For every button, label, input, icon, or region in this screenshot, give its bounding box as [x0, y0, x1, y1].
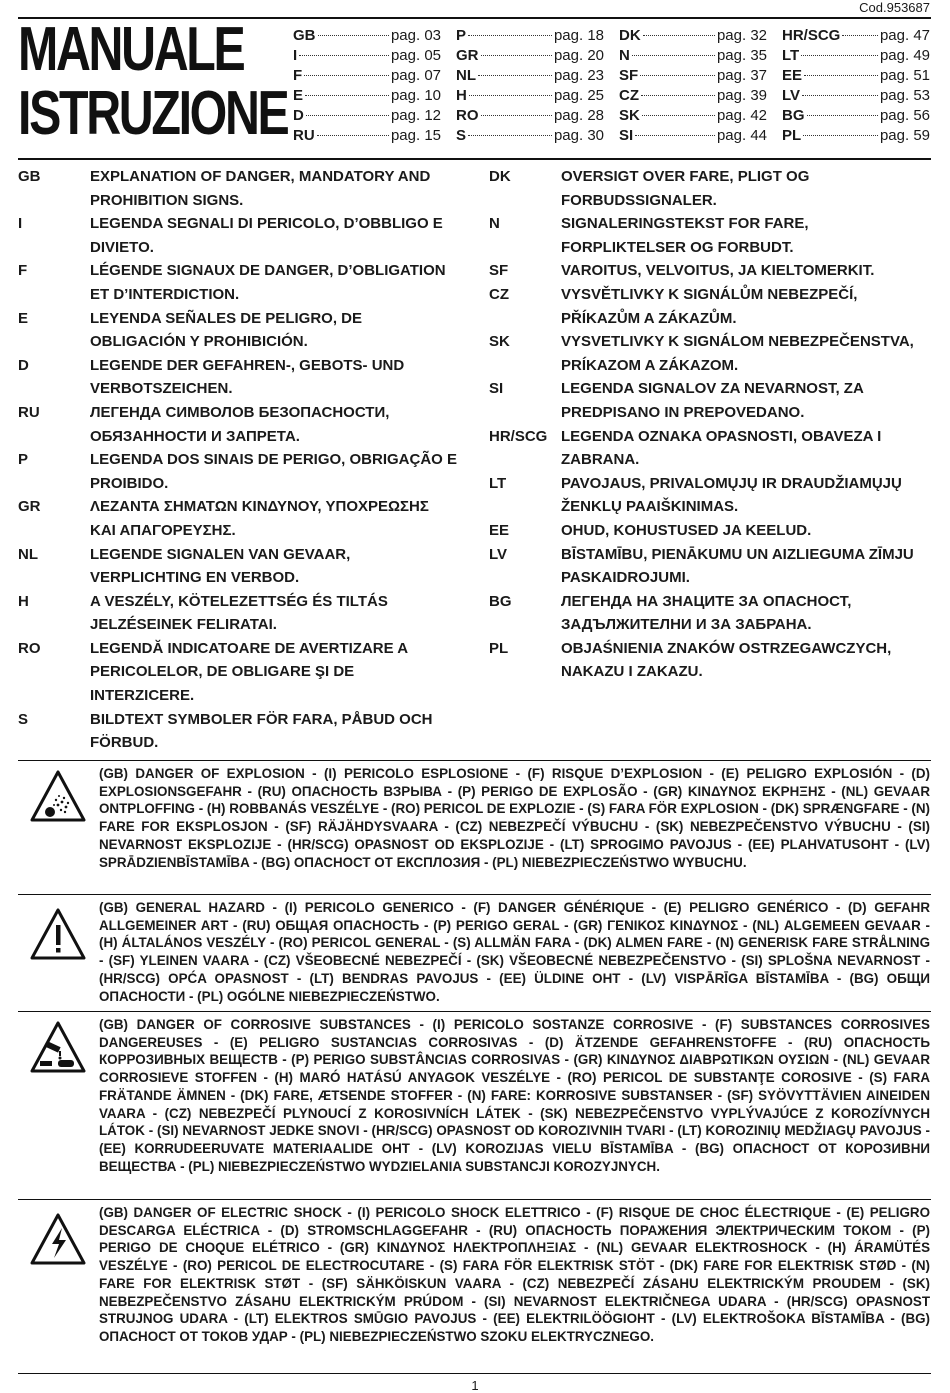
warning-corrosive [18, 1016, 931, 1194]
index-leader-dots [481, 55, 552, 56]
index-leader-dots [469, 95, 552, 96]
index-entry [293, 127, 441, 147]
index-entry [782, 47, 930, 67]
legend-entry [18, 165, 458, 212]
index-page-ref: pag. 53 [879, 87, 930, 104]
legend-text: EXPLANATION OF DANGER, MANDATORY AND PROHIBITION SIGNS. [90, 168, 431, 209]
index-leader-dots [643, 35, 715, 36]
legend-text: OHUD, KOHUSTUSED JA KEELUD. [561, 521, 812, 539]
legend-text: LEGENDA OZNAKA OPASNOSTI, OBAVEZA I ZABRANA. [561, 427, 882, 469]
index-page-ref: pag. 15 [390, 127, 441, 144]
index-language-code: PL [782, 127, 802, 144]
index-page-ref: pag. 44 [716, 127, 767, 144]
index-leader-dots [807, 115, 878, 116]
index-entry [456, 27, 604, 47]
index-language-code: BG [782, 107, 805, 124]
warning-electric-shock [18, 1204, 931, 1369]
warning-general-hazard [18, 899, 931, 1009]
index-entry [293, 87, 441, 107]
legend-entry [489, 637, 929, 684]
legend-entry [489, 519, 929, 543]
index-language-code: F [293, 67, 303, 84]
index-entry [619, 107, 767, 127]
legend-language-code: RO [18, 639, 41, 657]
electric-shock-icon [28, 1210, 88, 1270]
legend-language-code: GR [18, 498, 41, 516]
legend-text: OVERSIGT OVER FARE, PLIGT OG FORBUDSSIGNALER. [561, 168, 810, 209]
section-rule [18, 1011, 931, 1012]
legend-language-code: LV [489, 545, 508, 563]
index-page-ref: pag. 32 [716, 27, 767, 44]
legend-entry [489, 590, 929, 637]
legend-language-code: HR/SCG [489, 427, 548, 445]
legend-text: LEGENDĂ INDICATOARE DE AVERTIZARE A PERICOLELOR, DE OBLIGARE ŞI DE INTERZICERE. [90, 639, 408, 705]
index-page-ref: pag. 39 [716, 87, 767, 104]
index-leader-dots [803, 135, 878, 136]
legend-language-code: GB [18, 168, 41, 185]
legend-language-code: SK [489, 333, 510, 351]
index-entry [456, 127, 604, 147]
legend-entry [489, 377, 929, 424]
legend-entry [18, 259, 458, 306]
index-leader-dots [804, 75, 878, 76]
document-code: Cod.953687 [859, 0, 930, 15]
legend-language-code: PL [489, 639, 509, 657]
legend-entry [18, 354, 458, 401]
index-language-code: GR [456, 47, 479, 64]
legend-entry [489, 259, 929, 283]
index-leader-dots [306, 115, 389, 116]
warning-explosion [18, 765, 931, 890]
legend-text: VAROITUS, VELVOITUS, JA KIELTOMERKIT. [561, 262, 875, 280]
legend-entry [18, 212, 458, 259]
index-leader-dots [801, 55, 878, 56]
legend-text: BĪSTAMĪBU, PIENĀKUMU UN AIZLIEGUMA ZĪMJU PASKAIDROJUMI. [561, 545, 914, 587]
legend-language-code: S [18, 710, 29, 728]
legend-entry [489, 543, 929, 590]
title-line-2: ISTRUZIONE [18, 79, 288, 148]
legend-text: LÉGENDE SIGNAUX DE DANGER, D’OBLIGATION ET D’INTERDICTION. [90, 262, 446, 303]
legend-language-code: F [18, 262, 28, 280]
index-language-code: HR/SCG [782, 27, 841, 44]
legend-language-code: SI [489, 380, 504, 398]
index-language-code: EE [782, 67, 803, 84]
legend-entry [489, 283, 929, 330]
legend-text: SIGNALERINGSTEKST FOR FARE, FORPLIKTELSER OG FORBUDT. [561, 215, 809, 256]
index-column [782, 27, 930, 147]
index-rule [18, 158, 931, 160]
index-leader-dots [468, 35, 552, 36]
index-page-ref: pag. 35 [716, 47, 767, 64]
legend-entry [489, 472, 929, 519]
index-leader-dots [318, 35, 389, 36]
legend-entry [489, 425, 929, 472]
legend-entry [489, 330, 929, 377]
legend-text: VYSVETLIVKY K SIGNÁLOM NEBEZPEČENSTVA, PRÍKAZOM A ZÁKAZOM. [561, 333, 914, 374]
index-language-code: LV [782, 87, 801, 104]
index-leader-dots [641, 95, 715, 96]
index-entry [293, 47, 441, 67]
index-entry [619, 47, 767, 67]
legend-entry [489, 212, 929, 259]
index-page-ref: pag. 30 [553, 127, 604, 144]
legend-text: BILDTEXT SYMBOLER FÖR FARA, PÅBUD OCH FÖRBUD. [90, 710, 433, 752]
general-hazard-icon [28, 905, 88, 965]
warning-text: (GB) DANGER OF EXPLOSION - (I) PERICOLO ESPLOSIONE - (F) RISQUE D’EXPLOSION - (E) PELIGRO EXPLOSIÓN - (D) EXPLOSIONSGEFAHR - (RU) ОПАСНОСТЬ ВЗРЫВА - (P) PERIGO DE EXPLOSÃO - (GR) ΚΙΝΔΥΝΟΣ ΕΚΡΗΞΗΣ - (NL) GEVAAR ONTPLOFFING - (H) ROBBANÁS VESZÉLYE - (RO) PERICOL DE EXPLOZIE - (S) FARA FÖR EXPLOSION - (DK) SPRÆNGFARE - (N) FARE FOR EKSPLOSJON - (SF) RÄJÄHDYSVAARA - (CZ) NEBEZPEČÍ VÝBUCHU - (SK) NEBEZPEČENSTVO VÝBUCHU - (SI) NEVARNOST EKSPLOZIJE - (HR/SCG) OPASNOST OD EKSPLOZIJE - (LT) SPROGIMO PAVOJUS - (EE) PLAHVATUSOHT - (LV) SPRĀDZIENBĪSTAMĪBA - (BG) ОПАСНОСТ ОТ ЕКСПЛОЗИЯ - (PL) NIEBEZPIECZEŃSTWO WYBUCHU. [99, 766, 930, 870]
index-language-code: SF [619, 67, 639, 84]
index-page-ref: pag. 47 [879, 27, 930, 44]
index-page-ref: pag. 20 [553, 47, 604, 64]
index-page-ref: pag. 18 [553, 27, 604, 44]
legend-language-code: H [18, 592, 29, 610]
explosion-icon [28, 767, 88, 827]
index-leader-dots [802, 95, 878, 96]
legend-text: ЛЕГЕНДА НА ЗНАЦИТЕ ЗА ОПАСНОСТ, ЗАДЪЛЖИТЕЛНИ И ЗА ЗАБРАНА. [561, 592, 852, 634]
index-entry [293, 107, 441, 127]
index-leader-dots [632, 55, 715, 56]
legend-language-code: NL [18, 545, 38, 563]
index-entry [456, 87, 604, 107]
legend-text: PAVOJAUS, PRIVALOMŲJŲ IR DRAUDŽIAMŲJŲ ŽENKLŲ PAAIŠKINIMAS. [561, 474, 902, 516]
legend-entry [18, 307, 458, 354]
index-entry [782, 127, 930, 147]
index-page-ref: pag. 07 [390, 67, 441, 84]
index-page-ref: pag. 12 [390, 107, 441, 124]
index-language-code: SI [619, 127, 634, 144]
index-leader-dots [842, 35, 878, 36]
index-column [293, 27, 441, 147]
warning-text: (GB) DANGER OF CORROSIVE SUBSTANCES - (I) PERICOLO SOSTANZE CORROSIVE - (F) SUBSTANCES CORROSIVES DANGEREUSES - (E) PELIGRO SUSTANCIAS CORROSIVAS - (D) ÄTZENDE GEFAHRENSTOFFE - (RU) ОПАСНОСТЬ КОРРОЗИВНЫХ ВЕЩЕСТВ - (P) PERIGO SUBSTÂNCIAS CORROSIVAS - (GR) ΚΙΝΔΥΝΟΣ ΔΙΑΒΡΩΤΙΚΩΝ ΟΥΣΙΩΝ - (NL) GEVAAR CORROSIEVE STOFFEN - (H) MARÓ HATÁSÚ ANYAGOK VESZÉLYE - (RO) PERICOL DE SUBSTANŢE COROSIVE - (S) FARA FRÄTANDE ÄMNEN - (DK) FARE, ÆTSENDE STOFFER - (N) FARE: KORROSIVE SUBSTANSER - (SF) SYÖVYTTÄVIEN AINEIDEN VAARA - (CZ) NEBEZPEČÍ PLYNOUCÍ Z KOROSIVNÍCH LÁTEK - (SK) NEBEZPEČENSTVO VYPLÝVAJÚCE Z KOROZÍVNYCH LÁTOK - (SI) NEVARNOST JEDKE SNOVI - (HR/SCG) OPASNOST OD KOROZIVNIH TVARI - (LT) KOROZINIŲ MEDŽIAGŲ PAVOJUS - (EE) KORRUDEERUVATE MATERIAALIDE OHT - (LV) KOROZIJAS VIELU BĪSTAMĪBA - (BG) ОПАСНОСТ ОТ КОРОЗИВНИ ВЕЩЕСТВА - (PL) NIEBEZPIECZEŃSTWO WYDZIELANIA SUBSTANCJI KOROZYJNYCH. [99, 1017, 930, 1174]
index-leader-dots [478, 75, 552, 76]
manual-title [18, 15, 288, 148]
legend-right-column [489, 165, 929, 684]
legend-language-code: I [18, 215, 23, 233]
title-line-1: MANUALE [18, 15, 244, 84]
legend-left-column [18, 165, 458, 755]
legend-language-code: BG [489, 592, 512, 610]
index-entry [619, 87, 767, 107]
legend-entry [489, 165, 929, 212]
index-leader-dots [468, 135, 552, 136]
legend-language-code: DK [489, 168, 511, 185]
index-leader-dots [317, 135, 389, 136]
index-page-ref: pag. 03 [390, 27, 441, 44]
index-entry [782, 107, 930, 127]
index-page-ref: pag. 59 [879, 127, 930, 144]
legend-language-code: N [489, 215, 500, 233]
section-rule [18, 1199, 931, 1200]
legend-entry [18, 637, 458, 708]
index-language-code: SK [619, 107, 640, 124]
legend-text: LEGENDA SEGNALI DI PERICOLO, D’OBBLIGO E DIVIETO. [90, 215, 443, 256]
index-page-ref: pag. 25 [553, 87, 604, 104]
index-page-ref: pag. 28 [553, 107, 604, 124]
legend-language-code: D [18, 356, 29, 374]
legend-language-code: RU [18, 403, 40, 421]
index-language-code: DK [619, 27, 641, 44]
page-number: 1 [471, 1378, 479, 1393]
index-entry [293, 67, 441, 87]
index-leader-dots [481, 115, 552, 116]
index-language-code: P [456, 27, 467, 44]
index-language-code: RU [293, 127, 315, 144]
index-page-ref: pag. 10 [390, 87, 441, 104]
legend-text: LEGENDA SIGNALOV ZA NEVARNOST, ZA PREDPISANO IN PREPOVEDANO. [561, 380, 864, 421]
index-leader-dots [640, 75, 715, 76]
index-language-code: GB [293, 27, 316, 44]
index-column [619, 27, 767, 147]
index-language-code: D [293, 107, 304, 124]
index-page-ref: pag. 23 [553, 67, 604, 84]
legend-language-code: E [18, 309, 29, 327]
index-language-code: CZ [619, 87, 639, 104]
index-page-ref: pag. 49 [879, 47, 930, 64]
index-entry [782, 87, 930, 107]
legend-text: OBJAŚNIENIA ZNAKÓW OSTRZEGAWCZYCH, NAKAZU I ZAKAZU. [561, 639, 892, 681]
index-entry [456, 47, 604, 67]
legend-language-code: SF [489, 262, 509, 280]
index-page-ref: pag. 37 [716, 67, 767, 84]
legend-text: LEGENDE DER GEFAHREN-, GEBOTS- UND VERBOTSZEICHEN. [90, 356, 405, 398]
index-leader-dots [299, 55, 389, 56]
index-entry [619, 127, 767, 147]
index-entry [619, 27, 767, 47]
legend-language-code: P [18, 451, 29, 469]
section-rule [18, 894, 931, 895]
index-page-ref: pag. 56 [879, 107, 930, 124]
index-leader-dots [304, 75, 389, 76]
legend-text: LEGENDE SIGNALEN VAN GEVAAR, VERPLICHTING EN VERBOD. [90, 545, 351, 587]
index-language-code: H [456, 87, 467, 104]
index-page-ref: pag. 05 [390, 47, 441, 64]
index-entry [782, 67, 930, 87]
index-language-code: LT [782, 47, 800, 64]
legend-entry [18, 448, 458, 495]
index-entry [456, 107, 604, 127]
index-entry [293, 27, 441, 47]
index-language-code: S [456, 127, 467, 144]
index-language-code: I [293, 47, 298, 64]
legend-text: VYSVĚTLIVKY K SIGNÁLŮM NEBEZPEČÍ, PŘÍKAZŮM A ZÁKAZŮM. [561, 285, 858, 327]
index-leader-dots [642, 115, 715, 116]
legend-entry [18, 590, 458, 637]
index-leader-dots [635, 135, 715, 136]
legend-text: ЛЕГЕНДА СИМВОЛОВ БЕЗОПАСНОСТИ, ОБЯЗАННОСТИ И ЗАПРЕТА. [90, 403, 390, 445]
index-entry [782, 27, 930, 47]
legend-text: ΛΕΖΑΝΤΑ ΣΗΜΑΤΩΝ ΚΙΝΔΥΝΟΥ, ΥΠΟΧΡΕΩΣΗΣ ΚΑΙ ΑΠΑΓΟΡΕΥΣΗΣ. [90, 498, 429, 539]
legend-language-code: CZ [489, 285, 509, 303]
index-language-code: E [293, 87, 304, 104]
corrosive-icon [28, 1018, 88, 1078]
section-rule [18, 760, 931, 761]
index-page-ref: pag. 42 [716, 107, 767, 124]
legend-text: LEYENDA SEÑALES DE PELIGRO, DE OBLIGACIÓN Y PROHIBICIÓN. [90, 309, 362, 351]
legend-language-code: LT [489, 474, 507, 492]
legend-entry [18, 708, 458, 755]
index-language-code: NL [456, 67, 476, 84]
legend-entry [18, 401, 458, 448]
index-leader-dots [305, 95, 389, 96]
index-entry [619, 67, 767, 87]
index-entry [456, 67, 604, 87]
legend-entry [18, 543, 458, 590]
index-language-code: RO [456, 107, 479, 124]
index-page-ref: pag. 51 [879, 67, 930, 84]
legend-text: A VESZÉLY, KÖTELEZETTSÉG ÉS TILTÁS JELZÉSEINEK FELIRATAI. [90, 592, 388, 634]
warning-text: (GB) DANGER OF ELECTRIC SHOCK - (I) PERICOLO SHOCK ELETTRICO - (F) RISQUE DE CHOC ÉLECTRIQUE - (E) PELIGRO DESCARGA ELÉCTRICA - (D) STROMSCHLAGGEFAHR - (RU) ОПАСНОСТЬ ПОРАЖЕНИЯ ЭЛЕКТРИЧЕСКИМ ТОКОМ - (P) PERIGO DE CHOQUE ELÉTRICO - (GR) ΚΙΝΔΥΝΟΣ ΗΛΕΚΤΡΟΠΛΗΞΙΑΣ - (NL) GEVAAR ELEKTROSHOCK - (H) ÁRAMÜTÉS VESZÉLYE - (RO) PERICOL DE ELECTROCUTARE - (S) FARA FÖR ELEKTRISK STÖT - (DK) FARE FOR ELEKTRISK STØD - (N) FARE FOR ELEKTRISK STØT - (SF) SÄHKÖISKUN VAARA - (CZ) NEBEZPEČÍ ZÁSAHU ELEKTRICKÝM PROUDEM - (SK) NEBEZPEČENSTVO ZÁSAHU ELEKTRICKÝM PRÚDOM - (SI) NEVARNOST ELEKTRIČNEGA UDARA - (HR/SCG) OPASNOST STRUJNOG UDARA - (LT) ELEKTROS SMŪGIO PAVOJUS - (EE) ELEKTRILÖÖGIOHT - (LV) ELEKTROŠOKA BĪSTAMĪBA - (BG) ОПАСНОСТ ОТ ТОКОВ УДАР - (PL) NIEBEZPIECZEŃSTWO SZOKU ELEKTRYCZNEGO. [99, 1205, 930, 1344]
warning-text: (GB) GENERAL HAZARD - (I) PERICOLO GENERICO - (F) DANGER GÉNÉRIQUE - (E) PELIGRO GENÉRICO - (D) GEFAHR ALLGEMEINER ART - (RU) ОБЩАЯ ОПАСНОСТЬ - (P) PERIGO GERAL - (GR) ΓΕΝΙΚΟΣ ΚΙΝΔΥΝΟΣ - (NL) ALGEMEEN GEVAAR - (H) ÁLTALÁNOS VESZÉLY - (RO) PERICOL GENERAL - (S) ALLMÄN FARA - (DK) ALMEN FARE - (N) GENERISK FARE STRÅLNING - (SF) YLEINEN VAARA - (CZ) VŠEOBECNÉ NEBEZPEČÍ - (SK) VŠEOBECNÉ NEBEZPEČENSTVO - (SI) SPLOŠNA NEVARNOST - (HR/SCG) OPĆA OPASNOST - (LT) BENDRAS PAVOJUS - (EE) ÜLDINE OHT - (LV) VISPĀRĪGA BĪSTAMĪBA - (BG) ОБЩИ ОПАСНОСТИ - (PL) OGÓLNE NIEBEZPIECZEŃSTWO. [99, 900, 930, 1004]
footer-rule [18, 1373, 931, 1374]
legend-language-code: EE [489, 521, 510, 539]
legend-text: LEGENDA DOS SINAIS DE PERIGO, OBRIGAÇÃO E PROIBIDO. [90, 451, 457, 492]
index-column [456, 27, 604, 147]
index-language-code: N [619, 47, 630, 64]
legend-entry [18, 495, 458, 542]
